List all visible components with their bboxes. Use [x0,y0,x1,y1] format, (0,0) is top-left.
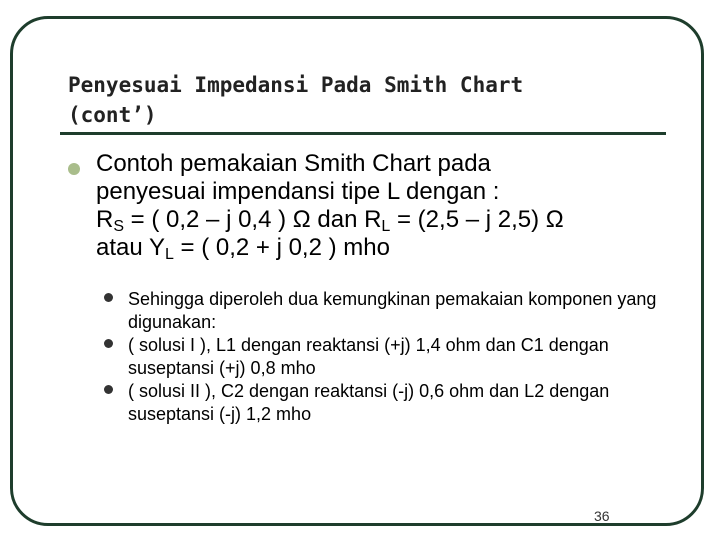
main-line-4 [96,234,686,262]
sub-bullet-item [104,380,664,426]
title-line-1: Penyesuai Impedansi Pada Smith Chart [68,73,524,97]
rs-symbol: R [96,206,114,233]
title-line-2: (cont’) [68,103,157,127]
yl-prefix: atau Y [96,234,165,261]
main-line-1: Contoh pemakaian Smith Chart pada [96,150,491,177]
sub-bullet-icon [104,339,113,348]
page-number: 36 [594,508,610,524]
sub-bullet-list [104,288,664,426]
sub-bullet-icon [104,293,113,302]
slide-title [68,70,668,130]
sub-bullet-item [104,288,664,334]
rs-subscript: S [113,218,125,235]
title-divider [60,132,666,135]
sub-bullet-text: ( solusi I ), L1 dengan reaktansi (+j) 1,4 ohm dan C1 dengan suseptansi (+j) 0,8 mho [128,335,609,378]
rl-subscript: L [381,218,391,235]
sub-bullet-item [104,334,664,380]
sub-bullet-icon [104,385,113,394]
rl-value: = (2,5 – j 2,5) Ω [390,206,564,233]
main-bullet-icon [68,163,80,175]
sub-bullet-text: Sehingga diperoleh dua kemungkinan pemakaian komponen yang digunakan: [128,289,657,332]
rs-value: = ( 0,2 – j 0,4 ) Ω dan R [124,206,382,233]
main-line-2: penyesuai impendansi tipe L dengan : [96,178,500,205]
yl-subscript: L [164,246,174,263]
sub-bullet-text: ( solusi II ), C2 dengan reaktansi (-j) 0,6 ohm dan L2 dengan suseptansi (-j) 1,2 mho [128,381,610,424]
yl-value: = ( 0,2 + j 0,2 ) mho [173,234,390,261]
main-line-3 [96,206,686,234]
main-bullet-text [96,150,686,262]
